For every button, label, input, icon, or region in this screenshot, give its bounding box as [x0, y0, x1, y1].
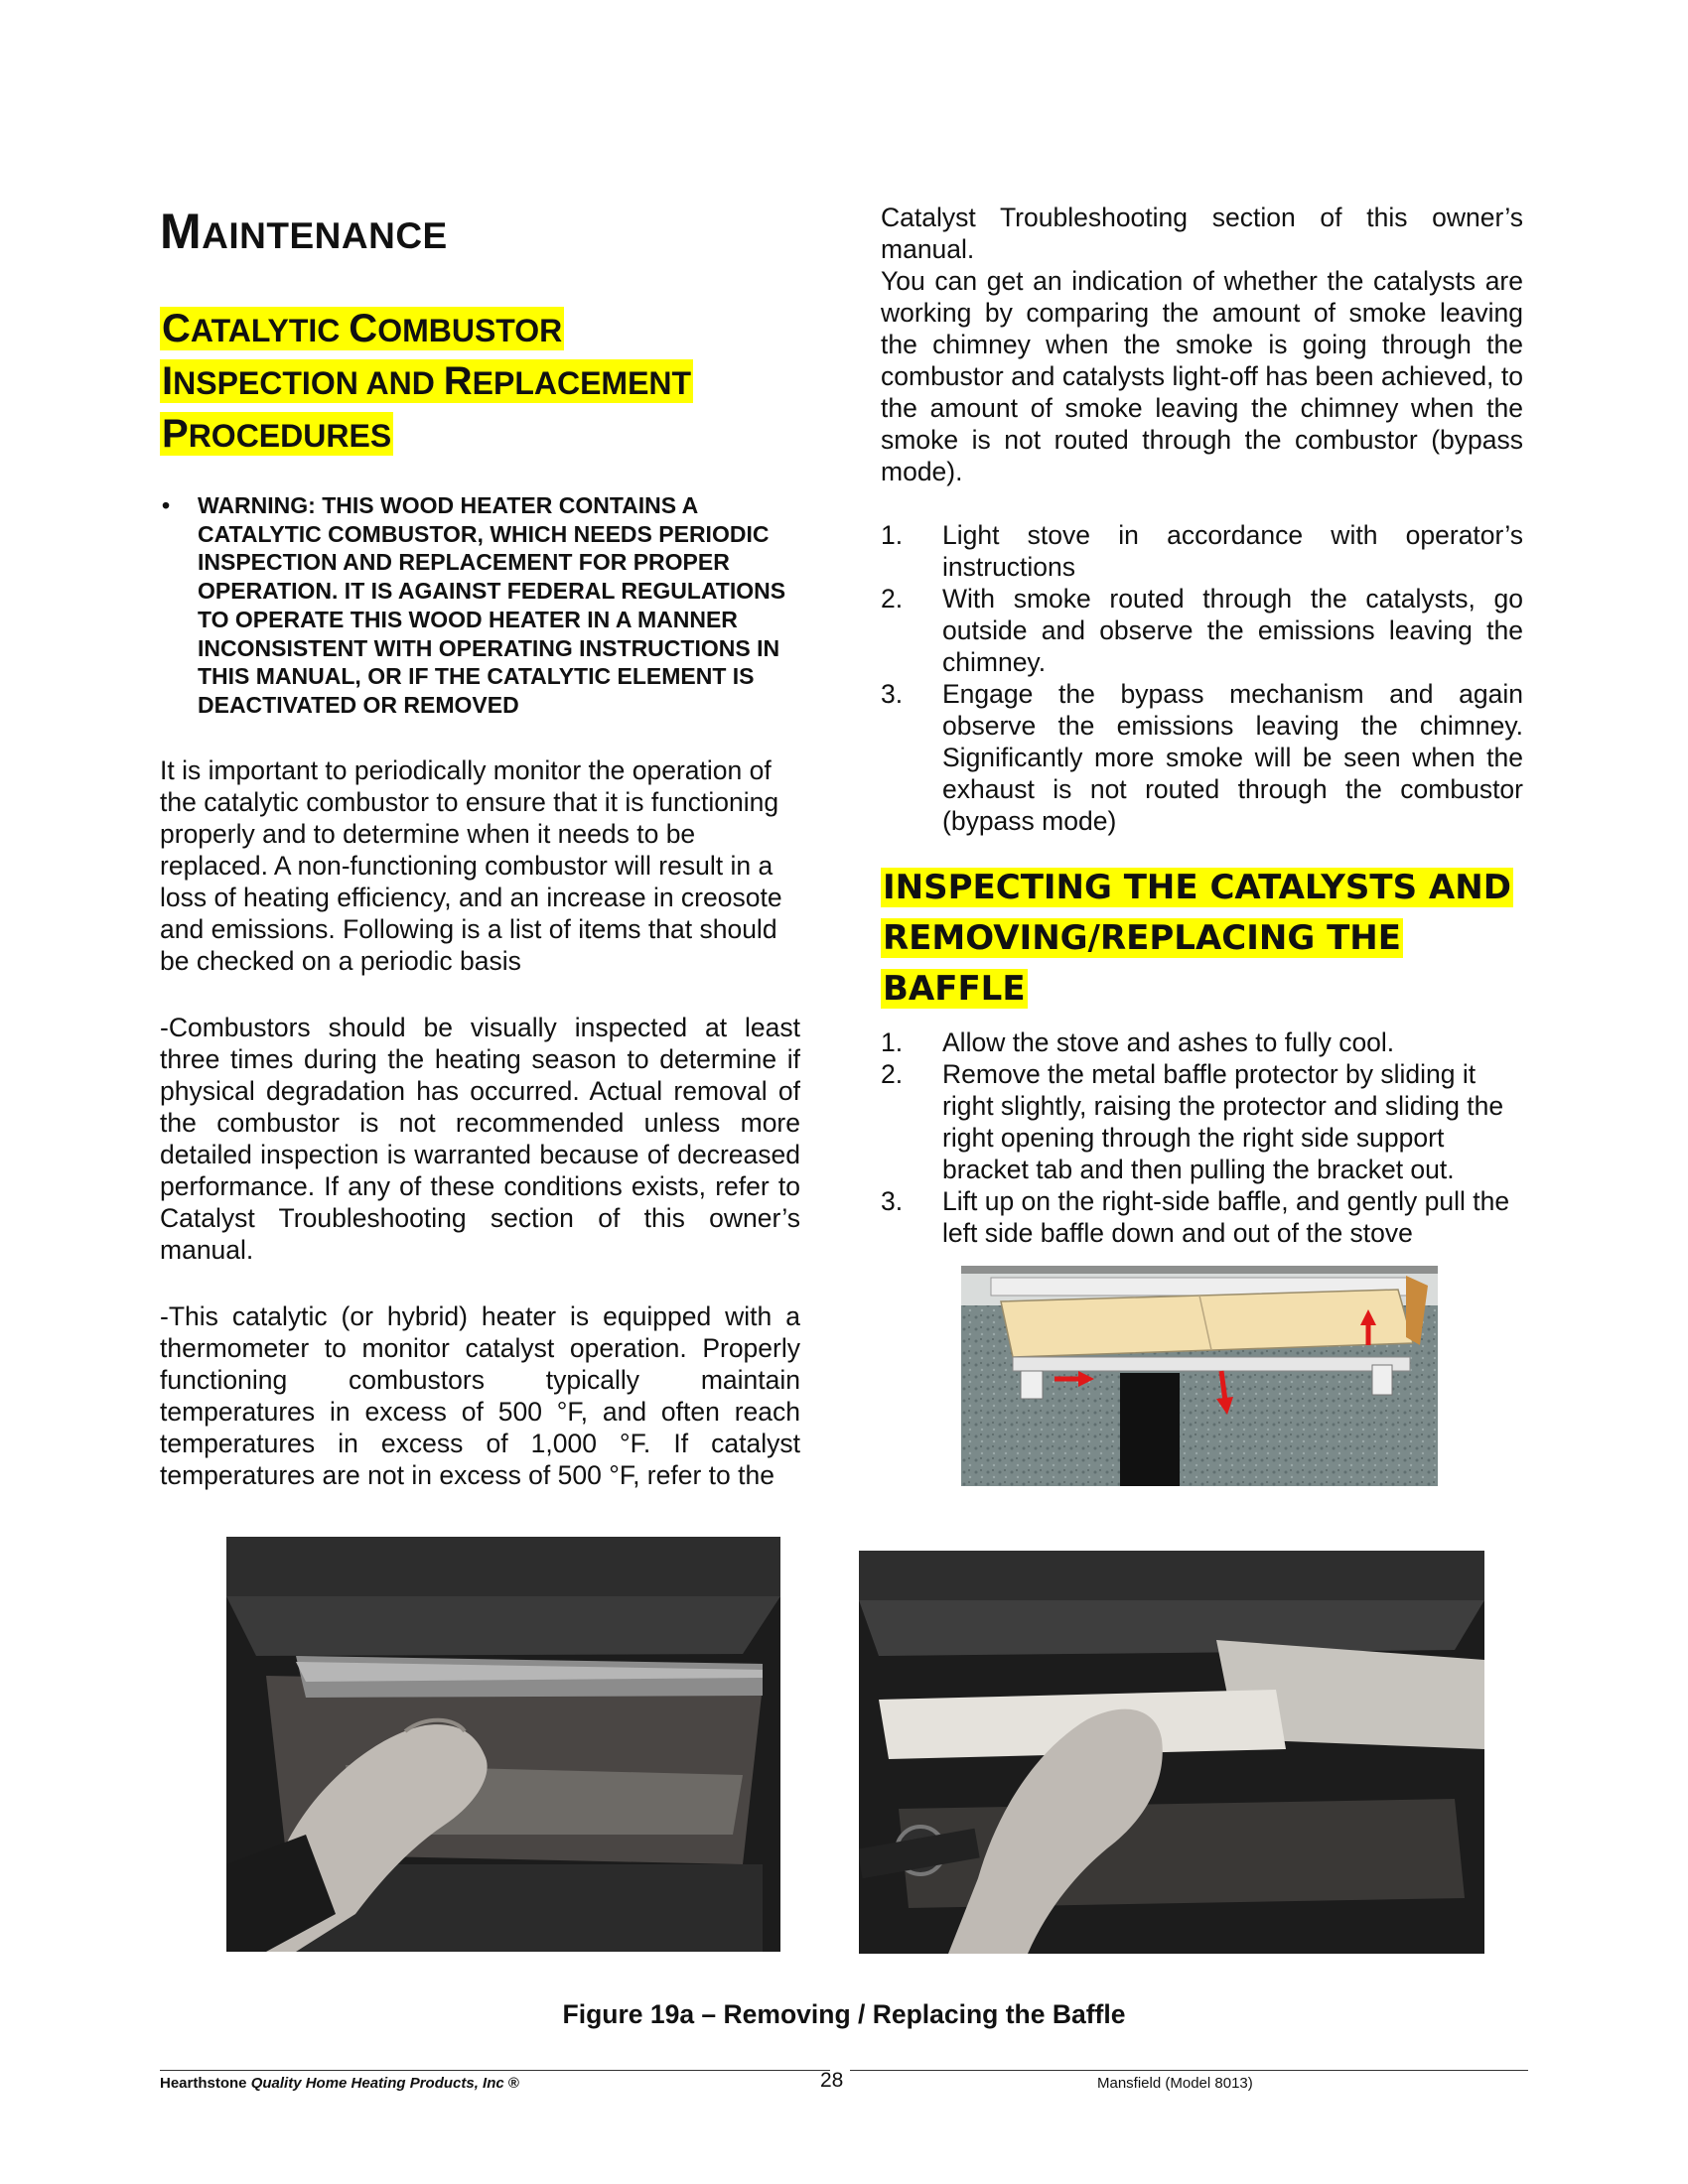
list-item: 1. Allow the stove and ashes to fully cool.: [881, 1027, 1395, 1057]
section-heading-catalytic-combustor: CATALYTIC COMBUSTOR INSPECTION AND REPLACEMENT PROCEDURES: [162, 307, 692, 456]
list-item: 2. With smoke routed through the catalysts, go outside and observe the emissions leaving the chimney.: [881, 584, 1523, 677]
figure-caption: Figure 19a – Removing / Replacing the Baffle: [562, 1999, 1126, 2029]
intro-paragraph: It is important to periodically monitor the operation of the catalytic combustor to ensure that it is functioning properly and to determine when it needs to be replaced. A non-functioning combustor will result in a loss of heating efficiency, and an increase in creosote and emissions. Following is a list of items that should be checked on a periodic basis: [160, 754, 782, 976]
page-title: MAINTENANCE: [160, 204, 448, 259]
section-heading-inspecting-catalysts: INSPECTING THE CATALYSTS AND REMOVING/REPLACING THE BAFFLE: [883, 868, 1511, 1009]
troubleshooting-continuation: Catalyst Troubleshooting section of this owner’s manual.: [881, 203, 1523, 264]
thermometer-paragraph: -This catalytic (or hybrid) heater is equipped with a thermometer to monitor catalyst operation. Properly functioning combustors typically maintain temperatures in excess of 500 °F, and often reach temperatures in excess of 1,000 °F. If catalyst temperatures are not in excess of 500 °F, refer to the: [160, 1300, 800, 1490]
list-item: 2. Remove the metal baffle protector by sliding it right slightly, raising the protector and sliding the right opening through the right side support bracket tab and then pulling the bracket out.: [881, 1059, 1504, 1184]
baffle-photo-left: [226, 1537, 780, 1952]
smoke-indication-paragraph: You can get an indication of whether the catalysts are working by comparing the amount of smoke leaving the chimney when the smoke is going through the combustor and catalysts light-off has been achieved, to the amount of smoke leaving the chimney when the smoke is not routed through the combustor (bypass mode).: [881, 266, 1523, 486]
warning-text: WARNING: THIS WOOD HEATER CONTAINS A CATALYTIC COMBUSTOR, WHICH NEEDS PERIODIC INSPECTION AND REPLACEMENT FOR PROPER OPERATION. IT IS AGAINST FEDERAL REGULATIONS TO OPERATE THIS WOOD HEATER IN A MANNER INCONSISTENT WITH OPERATING INSTRUCTIONS IN THIS MANUAL, OR IF THE CATALYTIC ELEMENT IS DEACTIVATED OR REMOVED: [198, 492, 786, 718]
left-column: [160, 194, 800, 1491]
list-item: 1. Light stove in accordance with operator’s instructions: [881, 520, 1523, 582]
right-column: [881, 202, 1523, 1249]
combustor-inspection-paragraph: -Combustors should be visually inspected at least three times during the heating season to determine if physical degradation has occurred. Actual removal of the combustor is not recommended unless more detailed inspection is warranted because of decreased performance. If any of these conditions exists, refer to Catalyst Troubleshooting section of this owner’s manual.: [160, 1012, 800, 1265]
list-item: 3. Lift up on the right-side baffle, and gently pull the left side baffle down and out of the stove: [881, 1186, 1510, 1248]
bullet-icon: •: [162, 492, 171, 518]
page-number: 28: [820, 2069, 844, 2092]
baffle-removal-steps: [881, 1026, 1523, 1249]
footer-model: Mansfield (Model 8013): [1097, 2075, 1253, 2092]
baffle-photo-right: [859, 1551, 1484, 1954]
footer-rule-left: [160, 2070, 830, 2071]
footer-company: Hearthstone Quality Home Heating Products, Inc ®: [160, 2075, 519, 2092]
list-item: 3. Engage the bypass mechanism and again observe the emissions leaving the chimney. Significantly more smoke will be seen when the exhaust is not routed through the combustor (bypass mode): [881, 679, 1523, 836]
warning-bullet: [160, 491, 800, 720]
footer-rule-right: [850, 2070, 1528, 2071]
smoke-check-steps: [881, 519, 1523, 837]
baffle-diagram: [961, 1266, 1438, 1486]
